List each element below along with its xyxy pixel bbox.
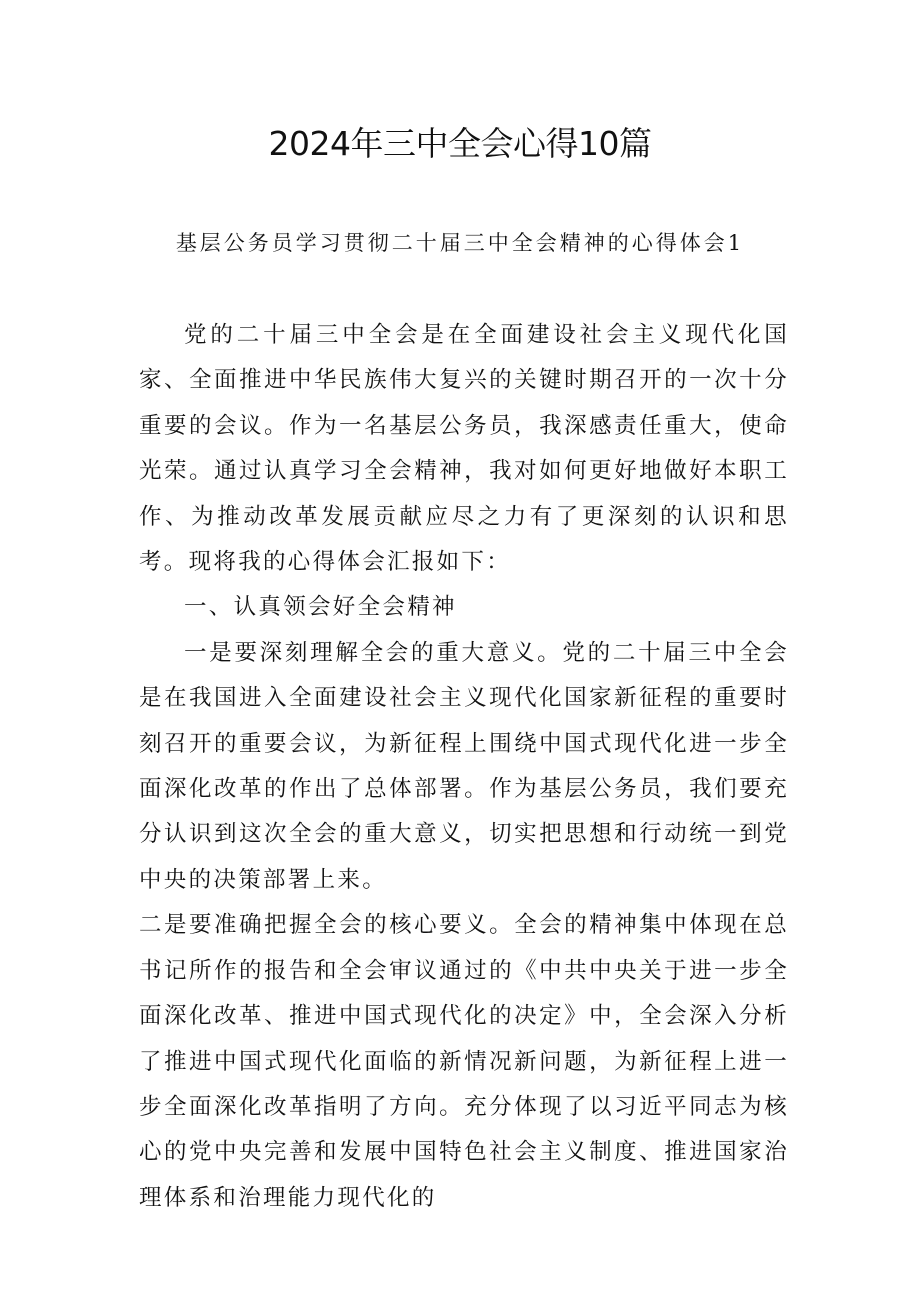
section-heading-1: 一、认真领会好全会精神 <box>184 594 457 621</box>
paragraph-point-2: 二是要准确把握全会的核心要义。全会的精神集中体现在总书记所作的报告和全会审议通过的《中共中央关于进一步全面深化改革、推进中国式现代化的决定》中，全会深入分析了推进中国式现代化面临的新情况新问题，为新征程上进一步全面深化改革指明了方向。充分体现了以习近平同志为核心的党中央完善和发展中国特色社会主义制度、推进国家治理体系和治理能力现代化的 <box>139 912 789 1211</box>
paragraph-point-1: 一是要深刻理解全会的重大意义。党的二十届三中全会是在我国进入全面建设社会主义现代化国家新征程的重要时刻召开的重要会议，为新征程上围绕中国式现代化进一步全面深化改革的作出了总体部署。作为基层公务员，我们要充分认识到这次全会的重大意义，切实把思想和行动统一到党中央的决策部署上来。 <box>139 639 789 893</box>
paragraph-intro: 党的二十届三中全会是在全面建设社会主义现代化国家、全面推进中华民族伟大复兴的关键时期召开的一次十分重要的会议。作为一名基层公务员，我深感责任重大，使命光荣。通过认真学习全会精神，我对如何更好地做好本职工作、为推动改革发展贡献应尽之力有了更深刻的认识和思考。现将我的心得体会汇报如下： <box>139 322 789 576</box>
document-body <box>139 313 789 1221</box>
document-subtitle: 基层公务员学习贯彻二十届三中全会精神的心得体会1 <box>175 231 745 255</box>
document-title: 2024年三中全会心得10篇 <box>268 124 652 163</box>
